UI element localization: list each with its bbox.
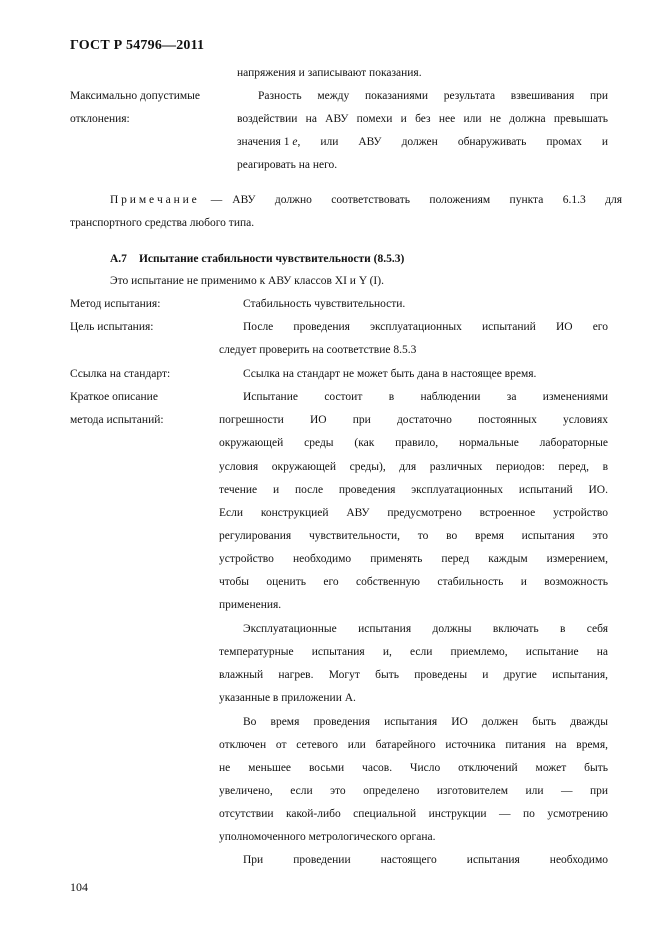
purpose-label: Цель испытания: (70, 321, 154, 333)
tolerance-text-line (237, 135, 608, 149)
section-number: А.7 (110, 253, 127, 265)
method-value: Стабильность чувствительности. (243, 298, 406, 310)
summary-text-line: не меньшее восьми часов. Число отключений может быть (219, 762, 608, 774)
tolerance-text-segment: значения 1 (237, 136, 290, 148)
summary-text-line: увеличено, если это определено изготовителем или — при (219, 785, 608, 797)
purpose-text-line: После проведения эксплуатационных испытаний ИО его (243, 321, 608, 333)
page-number: 104 (70, 880, 88, 894)
summary-text-line: применения. (219, 599, 282, 611)
note-line (110, 193, 622, 207)
summary-text-line: течение и после проведения эксплуатационных испытаний ИО. (219, 484, 608, 496)
summary-text-line: устройство необходимо применять перед каждым измерением, (219, 553, 608, 565)
note-lead: П р и м е ч а н и е (110, 194, 197, 206)
summary-text-line: отсутствии какой-либо специальной инструкции — по усмотрению (219, 808, 608, 820)
summary-text-line: Если конструкцией АВУ предусмотрено встроенное устройство (219, 507, 608, 519)
summary-text-line: регулирования чувствительности, то во время испытания это (219, 530, 608, 542)
summary-text-line: уполномоченного метрологического органа. (219, 831, 436, 843)
tolerance-text-line: реагировать на него. (237, 159, 338, 171)
summary-text-line: погрешности ИО при достаточно постоянных условиях (219, 414, 608, 426)
reference-label: Ссылка на стандарт: (70, 368, 171, 380)
summary-text-line: отключен от сетевого или батарейного источника питания на время, (219, 739, 608, 751)
purpose-text-line: следует проверить на соответствие 8.5.3 (219, 344, 417, 356)
section-heading (110, 252, 404, 266)
note-text-line-2: транспортного средства любого типа. (70, 217, 255, 229)
section-intro: Это испытание не применимо к АВУ классов XI и Y (I). (110, 275, 384, 287)
continuation-line: напряжения и записывают показания. (237, 67, 422, 79)
summary-text-line: окружающей среды (как правило, нормальные лабораторные (219, 437, 608, 449)
summary-text-line: Эксплуатационные испытания должны включать в себя (243, 623, 608, 635)
summary-text-line: При проведении настоящего испытания необходимо (243, 854, 608, 866)
summary-text-line: Во время проведения испытания ИО должен быть дважды (243, 716, 608, 728)
document-header: ГОСТ Р 54796—2011 (70, 38, 205, 53)
tolerance-label-line-2: отклонения: (70, 113, 130, 125)
tolerance-text-segment: , или АВУ должен обнаруживать промах и (297, 136, 608, 148)
summary-label-line-1: Краткое описание (70, 391, 158, 403)
summary-text-line: температурные испытания и, если приемлемо, испытание на (219, 646, 608, 658)
summary-text-line: условия окружающей среды), для различных периодов: перед, в (219, 461, 608, 473)
summary-text-line: Испытание состоит в наблюдении за изменениями (243, 391, 608, 403)
summary-text-line: влажный нагрев. Могут быть проведены и другие испытания, (219, 669, 608, 681)
section-title: Испытание стабильности чувствительности (8.5.3) (138, 253, 405, 265)
tolerance-text-line: воздействии на АВУ помехи и без нее или не должна превышать (237, 113, 608, 125)
note-text: АВУ должно соответствовать положениям пункта 6.1.3 для (232, 194, 622, 206)
summary-label-line-2: метода испытаний: (70, 414, 164, 426)
note-dash: — (210, 194, 223, 206)
method-label: Метод испытания: (70, 298, 161, 310)
tolerance-label-line-1: Максимально допустимые (70, 90, 200, 102)
e-symbol: e (292, 136, 298, 148)
reference-value: Ссылка на стандарт не может быть дана в настоящее время. (243, 368, 537, 380)
tolerance-text-line: Разность между показаниями результата взвешивания при (258, 90, 608, 102)
summary-text-line: указанные в приложении А. (219, 692, 356, 704)
summary-text-line: чтобы оценить его собственную стабильность и возможность (219, 576, 608, 588)
